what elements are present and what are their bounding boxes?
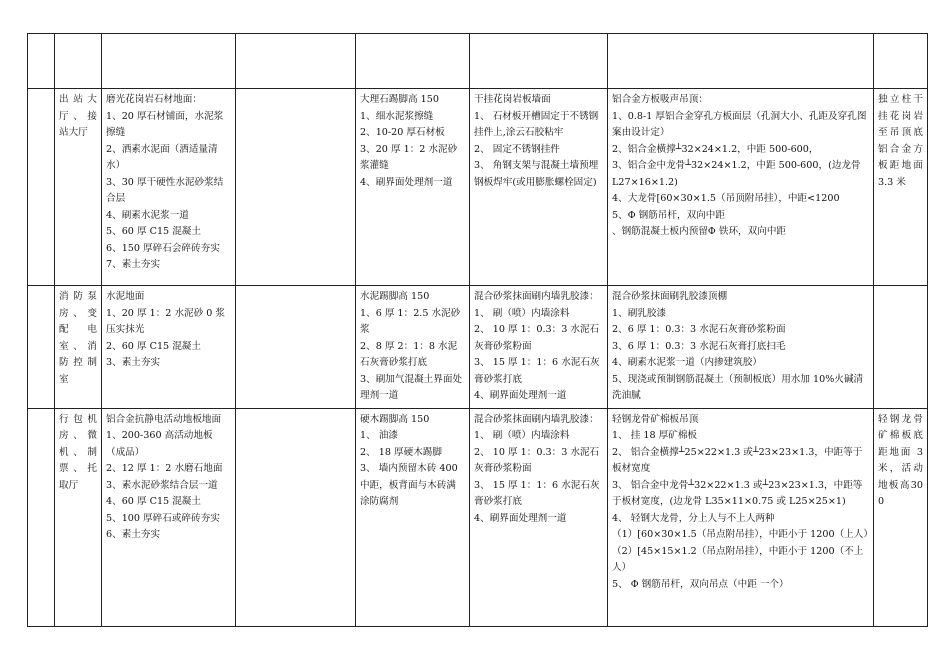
cell-text-line: 干挂花岗岩板墙面: [474, 94, 551, 105]
cell-text-line: 6、150 厚碎石会碎砖夯实: [106, 242, 220, 254]
cell-text-line: 2、12 厚 1：2 水磨石地面: [106, 463, 223, 474]
skirting-cell: [356, 408, 470, 626]
cell-text-line: 3、6 厚 1：0.3：3 水泥石灰膏打底扫毛: [612, 340, 786, 352]
cell-text-line: 5、Φ 钢筋吊杆，双向中距: [612, 209, 725, 221]
cell-text-line: 3、 角钢支架与混凝土墙预埋钢板焊牢(或用膨胀螺栓固定): [474, 160, 599, 188]
cell-text-line: 铝合金方板吸声吊顶：: [612, 94, 708, 105]
cell-text-line: 2、60 厚 C15 混凝土: [106, 340, 201, 352]
cell-text-line: 4、刷界面处理剂一道: [474, 390, 567, 401]
cell-text-line: 2、洒素水泥面（洒适量清水）: [106, 143, 218, 171]
cell-text-line: 3、 墙内预留木砖 400 中距，板背面与木砖满涂防腐剂: [360, 463, 461, 507]
cell-text-line: 4、刷素水泥浆一道: [106, 209, 189, 221]
cell-text-line: 水泥地面: [106, 291, 145, 302]
floor-cell: [102, 286, 236, 409]
cell-text-line: 5、 Φ 钢筋吊杆，双向吊点（中距 一个）: [612, 578, 789, 590]
cell-text-line: 4、刷界面处理剂一道: [474, 512, 567, 524]
cell-text-line: 消防泵房、变配电室、消防控制室: [59, 291, 97, 385]
floor-cell: [102, 408, 236, 626]
ceiling-cell: [608, 408, 874, 626]
table-cell: [236, 34, 356, 89]
margin-cell: [28, 286, 55, 409]
cell-text-line: 3、素土夯实: [106, 357, 161, 368]
cell-text-line: 轻钢龙骨矿棉板吊顶: [612, 413, 699, 425]
cell-text-line: 4、刷素水泥浆一道（内掺建筑胶）: [612, 357, 763, 368]
table-row: [28, 408, 928, 626]
cell-text-line: 5、60 厚 C15 混凝土: [106, 226, 201, 237]
cell-text-line: 2、 固定不锈钢挂件: [474, 143, 560, 155]
note-cell: [874, 286, 928, 409]
table-row: [28, 286, 928, 409]
cell-text-line: 水泥踢脚高 150: [360, 291, 430, 302]
table-cell: [874, 34, 928, 89]
table-cell: [356, 34, 470, 89]
cell-text-line: 3、 铝合金中龙骨┴32×22×1.3 或┴23×23×1.3，中距等于板材宽度，(边龙骨 L35×11×0.75 或 L25×25×1): [612, 479, 863, 507]
cell-text-line: 混合砂浆抹面刷乳胶漆顶棚: [612, 291, 728, 302]
cell-text-line: 3、20 厚 1：2 水泥砂浆灌缝: [360, 143, 458, 171]
cell-text-line: 出站大厅、接站大厅: [59, 94, 97, 138]
cell-text-line: 2、 10 厚 1：0.3：3 水泥石灰膏砂浆粉面: [474, 324, 600, 352]
cell-text-line: 3、30 厚干硬性水泥砂浆结合层: [106, 176, 224, 204]
table-cell: [102, 34, 236, 89]
cell-text-line: 2、 10 厚 1：0.3：3 水泥石灰膏砂浆粉面: [474, 446, 600, 474]
cell-text-line: 混合砂浆抹面刷内墙乳胶漆：: [474, 291, 599, 302]
ceiling-cell: [608, 89, 874, 286]
cell-text-line: 磨光花岗岩石材地面：: [106, 94, 202, 105]
cell-text-line: 大理石踢脚高 150: [360, 94, 439, 105]
cell-text-line: 7、素土夯实: [106, 259, 161, 270]
cell-text-line: 2、10-20 厚石材板: [360, 127, 445, 138]
cell-text-line: 1、 刷（喷）内墙涂料: [474, 307, 570, 319]
cell-text-line: 1、 挂 18 厚矿棉板: [612, 430, 698, 441]
room-name-cell: [55, 286, 102, 409]
skirting-cell: [356, 286, 470, 409]
cell-text-line: 6、素土夯实: [106, 529, 161, 540]
table-cell: [470, 34, 608, 89]
table-cell: [55, 34, 102, 89]
cell-text-line: 2、8 厚 2：1：8 水泥石灰膏砂浆打底: [360, 340, 458, 368]
floor-cell: [102, 89, 236, 286]
cell-text-line: 2、 铝合金横撑┴25×22×1.3 或┴23×23×1.3，中距等于板材宽度: [612, 446, 863, 474]
cell-text-line: 5、100 厚碎石或碎砖夯实: [106, 512, 220, 524]
cell-text-line: 2、 18 厚硬木踢脚: [360, 446, 442, 458]
cell-text-line: 2、铝合金横撑┴32×24×1.2，中距 500-600，: [612, 143, 819, 155]
empty-cell: [236, 89, 356, 286]
cell-text-line: 3、 15 厚 1：1：6 水泥石灰膏砂浆打底: [474, 357, 600, 385]
ceiling-cell: [608, 286, 874, 409]
cell-text-line: 1、6 厚 1：2.5 水泥砂浆: [360, 307, 461, 335]
cell-text-line: 独立柱干挂花岗岩至吊顶底铝合金方板距地面 3.3 米: [878, 94, 927, 188]
room-name-cell: [55, 408, 102, 626]
cell-text-line: 1、 刷（喷）内墙涂料: [474, 430, 570, 441]
cell-text-line: 1、刷乳胶漆: [612, 307, 667, 319]
cell-text-line: 2、6 厚 1：0.3：3 水泥石灰膏砂浆粉面: [612, 324, 786, 335]
cell-text-line: 混合砂浆抹面刷内墙乳胶漆：: [474, 413, 599, 425]
cell-text-line: 1、0.8-1 厚铝合金穿孔方板面层（孔洞大小、孔距及穿孔图案由设计定）: [612, 110, 867, 138]
cell-text-line: 1、20 厚石材铺面，水泥浆擦缝: [106, 110, 224, 138]
table-row: [28, 89, 928, 286]
cell-text-line: 、钢筋混凝土板内预留Φ 铁环，双向中距: [612, 226, 787, 237]
note-cell: [874, 408, 928, 626]
wall-cell: [470, 408, 608, 626]
cell-text-line: 轻钢龙骨矿棉板底距地面 3 米，活动地板高300: [878, 413, 927, 507]
cell-text-line: 硬木踢脚高 150: [360, 413, 430, 425]
cell-text-line: 4、大龙骨[60×30×1.5（吊顶附吊挂），中距<1200: [612, 193, 840, 204]
skirting-cell: [356, 89, 470, 286]
empty-cell: [236, 286, 356, 409]
margin-cell: [28, 408, 55, 626]
cell-text-line: 1、 油漆: [360, 430, 398, 441]
cell-text-line: 3、素水泥砂浆结合层一道: [106, 479, 218, 491]
cell-text-line: 3、刷加气混凝土界面处理剂一道: [360, 373, 463, 401]
finish-schedule-table-wrapper: [27, 33, 927, 627]
cell-text-line: 1、 石材板开槽固定于不锈钢挂件上,涂云石胶粘牢: [474, 110, 599, 138]
margin-cell: [28, 89, 55, 286]
table-row-blank: [28, 34, 928, 89]
finish-schedule-table: [27, 33, 928, 627]
cell-text-line: 1、20 厚 1：2 水泥砂 0 浆压实抹光: [106, 307, 226, 335]
cell-text-line: 3、 15 厚 1：1：6 水泥石灰膏砂浆打底: [474, 479, 600, 507]
cell-text-line: （1）[60×30×1.5（吊点附吊挂），中距小于 1200（上人）: [612, 529, 873, 540]
cell-text-line: 4、刷界面处理剂一道: [360, 176, 453, 188]
cell-text-line: 4、60 厚 C15 混凝土: [106, 496, 201, 507]
cell-text-line: 4、 轻钢大龙骨，分上人与不上人两种: [612, 512, 775, 524]
wall-cell: [470, 286, 608, 409]
cell-text-line: 行包机房、微机、制票、托取厅: [59, 413, 97, 491]
cell-text-line: 铝合金抗静电活动地板地面: [106, 413, 222, 425]
room-name-cell: [55, 89, 102, 286]
cell-text-line: 5、现浇或预制钢筋混凝土（预制板底）用水加 10%火碱清洗油腻: [612, 373, 864, 401]
table-cell: [608, 34, 874, 89]
empty-cell: [236, 408, 356, 626]
cell-text-line: 1、细水泥浆擦缝: [360, 110, 434, 122]
cell-text-line: 3、铝合金中龙骨┴32×24×1.2，中距 500-600，(边龙骨 L27×16×1.2): [612, 160, 864, 188]
cell-text-line: （2）[45×15×1.2（吊点附吊挂），中距小于 1200（不上人）: [612, 545, 864, 573]
cell-text-line: 1、200-360 高活动地板（成品）: [106, 430, 213, 458]
wall-cell: [470, 89, 608, 286]
margin-cell: [28, 34, 55, 89]
note-cell: [874, 89, 928, 286]
